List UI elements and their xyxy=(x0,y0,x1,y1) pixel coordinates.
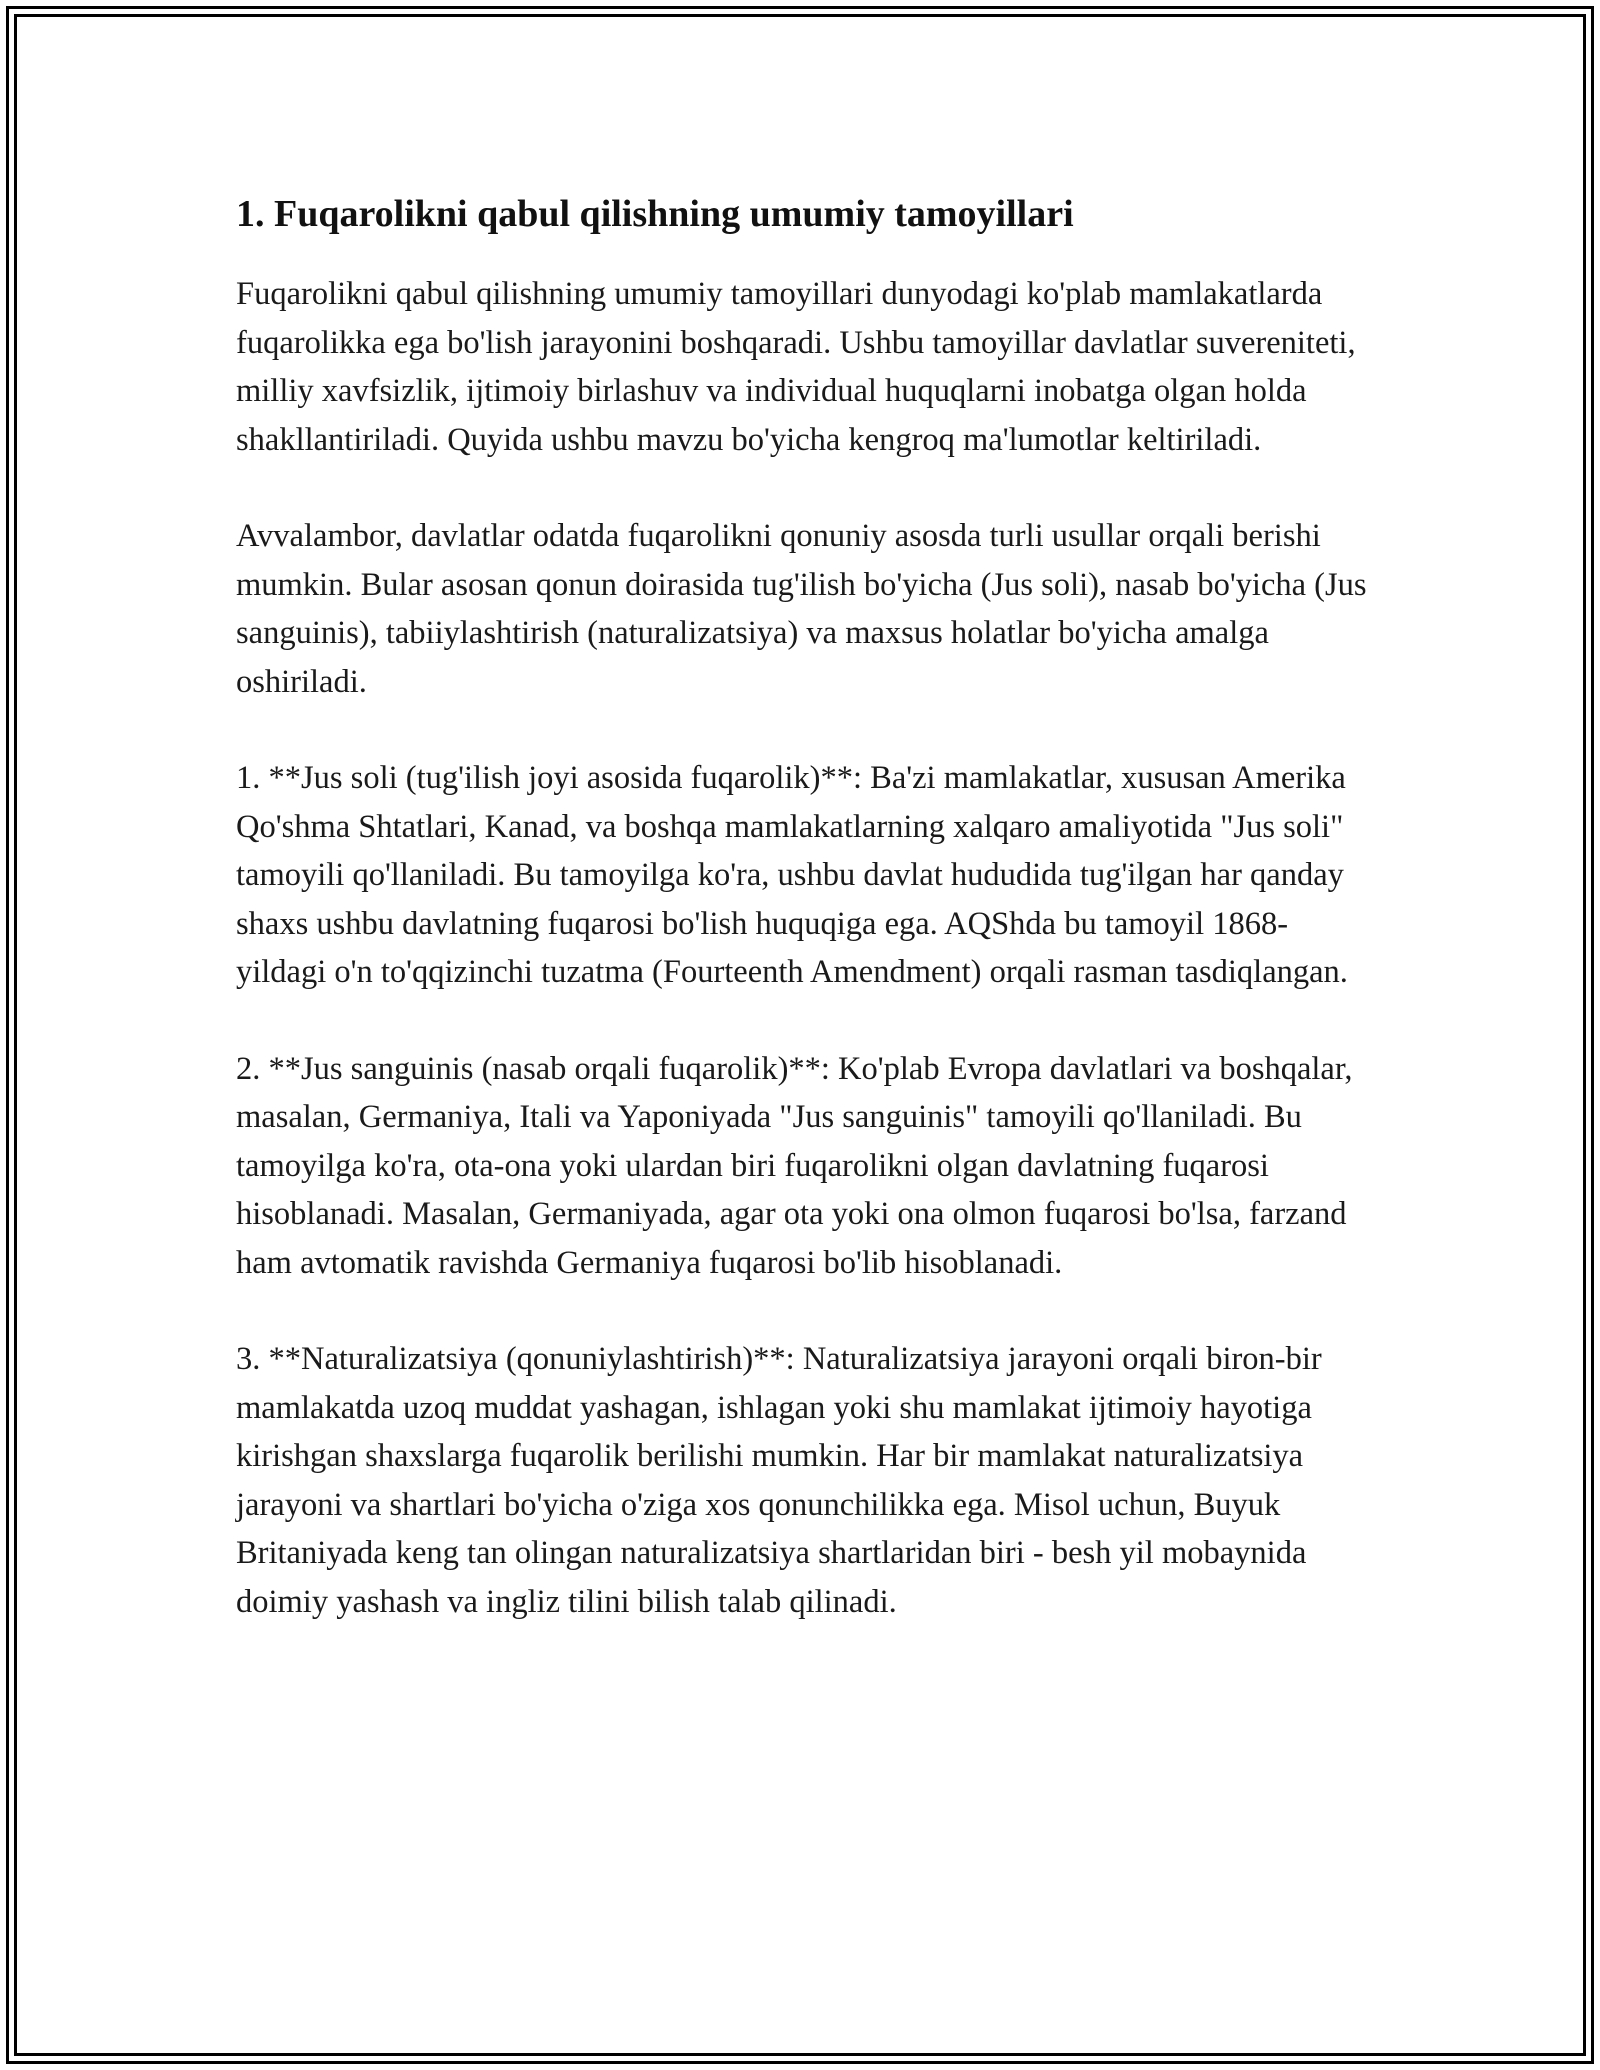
document-body xyxy=(236,184,1376,1626)
paragraph-intro: Fuqarolikni qabul qilishning umumiy tamoyillari dunyodagi ko'plab mamlakatlarda fuqarolikka ega bo'lish jarayonini boshqaradi. Ushbu tamoyillar davlatlar suvereniteti, milliy xavfsizlik, ijtimoiy birlashuv va individual huquqlarni inobatga olgan holda shakllantiriladi. Quyida ushbu mavzu bo'yicha kengroq ma'lumotlar keltiriladi. xyxy=(236,276,1356,458)
paragraph-methods: Avvalambor, davlatlar odatda fuqarolikni qonuniy asosda turli usullar orqali berishi mumkin. Bular asosan qonun doirasida tug'ilish bo'yicha (Jus soli), nasab bo'yicha (Jus sanguinis), tabiiylashtirish (naturalizatsiya) va maxsus holatlar bo'yicha amalga oshiriladi. xyxy=(236,518,1367,700)
document-title: 1. Fuqarolikni qabul qilishning umumiy tamoyillari xyxy=(236,193,1074,235)
paragraph-jus-sanguinis: 2. **Jus sanguinis (nasab orqali fuqarolik)**: Ko'plab Evropa davlatlari va boshqalar, masalan, Germaniya, Itali va Yaponiyada "Jus sanguinis" tamoyili qo'llaniladi. Bu tamoyilga ko'ra, ota-ona yoki ulardan biri fuqarolikni olgan davlatning fuqarosi hisoblanadi. Masalan, Germaniyada, agar ota yoki ona olmon fuqarosi bo'lsa, farzand ham avtomatik ravishda Germaniya fuqarosi bo'lib hisoblanadi. xyxy=(236,1050,1353,1281)
paragraph-jus-soli: 1. **Jus soli (tug'ilish joyi asosida fuqarolik)**: Ba'zi mamlakatlar, xususan Amerika Qo'shma Shtatlari, Kanad, va boshqa mamlakatlarning xalqaro amaliyotida "Jus soli" tamoyili qo'llaniladi. Bu tamoyilga ko'ra, ushbu davlat hududida tug'ilgan har qanday shaxs ushbu davlatning fuqarosi bo'lish huquqiga ega. AQShda bu tamoyil 1868-yildagi o'n to'qqizinchi tuzatma (Fourteenth Amendment) orqali rasman tasdiqlangan. xyxy=(236,760,1348,990)
paragraph-naturalization: 3. **Naturalizatsiya (qonuniylashtirish)**: Naturalizatsiya jarayoni orqali biron-bir mamlakatda uzoq muddat yashagan, ishlagan yoki shu mamlakat ijtimoiy hayotiga kirishgan shaxslarga fuqarolik berilishi mumkin. Har bir mamlakat naturalizatsiya jarayoni va shartlari bo'yicha o'ziga xos qonunchilikka ega. Misol uchun, Buyuk Britaniyada keng tan olingan naturalizatsiya shartlaridan biri - besh yil mobaynida doimiy yashash va ingliz tilini bilish talab qilinadi. xyxy=(236,1341,1322,1620)
